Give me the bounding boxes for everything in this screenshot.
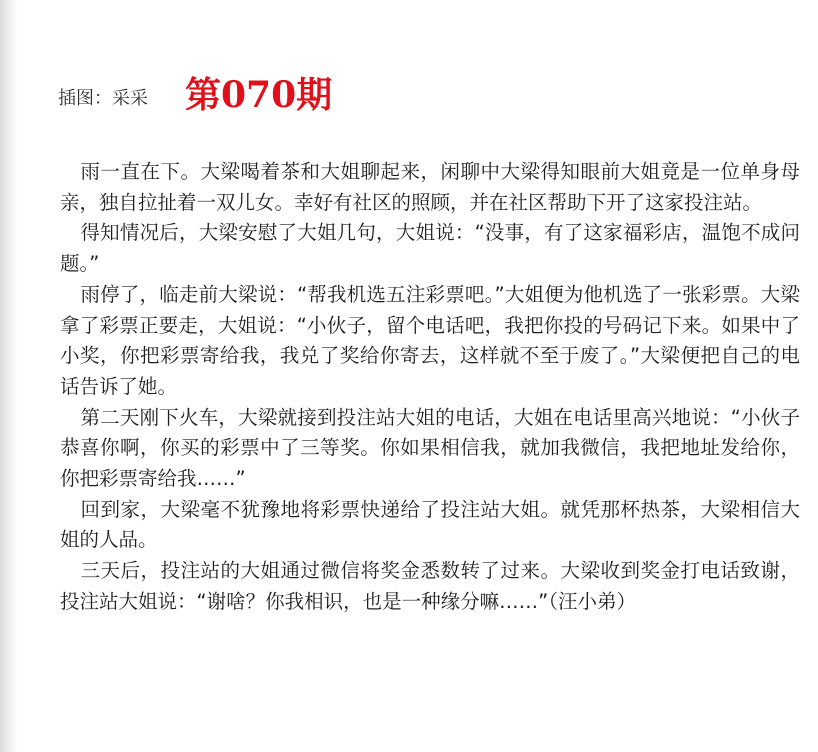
article-paragraph: 第二天刚下火车，大梁就接到投注站大姐的电话，大姐在电话里高兴地说：“小伙子恭喜你啊，你买的彩票中了三等奖。你如果相信我，就加我微信，我把地址发给你，你把彩票寄给我……”	[60, 405, 800, 491]
illustration-credit: 插图：采采	[58, 88, 148, 109]
article-body	[60, 157, 800, 618]
article-paragraph: 回到家，大梁毫不犹豫地将彩票快递给了投注站大姐。就凭那杯热茶，大梁相信大姐的人品。	[60, 497, 800, 552]
article-header	[0, 0, 818, 130]
issue-number: 第070期	[185, 74, 333, 116]
article-paragraph: 雨一直在下。大梁喝着茶和大姐聊起来，闲聊中大梁得知眼前大姐竟是一位单身母亲，独自拉扯着一双儿女。幸好有社区的照顾，并在社区帮助下开了这家投注站。	[60, 160, 800, 214]
article-paragraph: 得知情况后，大梁安慰了大姐几句，大姐说：“没事，有了这家福彩店，温饱不成问题。”	[60, 221, 800, 276]
article-paragraph: 三天后，投注站的大姐通过微信将奖金悉数转了过来。大梁收到奖金打电话致谢，投注站大姐说：“谢啥？你我相识，也是一种缘分嘛……”（汪小弟）	[60, 559, 800, 613]
article-paragraph: 雨停了，临走前大梁说：“帮我机选五注彩票吧。”大姐便为他机选了一张彩票。大梁拿了彩票正要走，大姐说：“小伙子，留个电话吧，我把你投的号码记下来。如果中了小奖，你把彩票寄给我，我兑了奖给你寄去，这样就不至于废了。”大梁便把自己的电话告诉了她。	[60, 282, 800, 398]
